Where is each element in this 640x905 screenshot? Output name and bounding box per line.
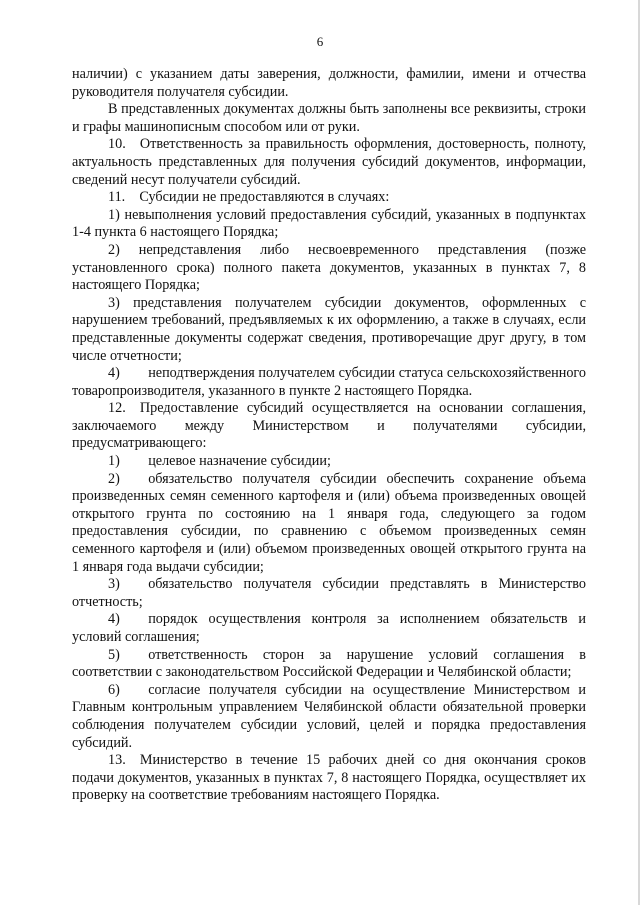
paragraph-item-12-4: 4) порядок осуществления контроля за исполнением обязательств и условий соглашения;: [72, 611, 586, 645]
paragraph-item-12-1: 1) целевое назначение субсидии;: [108, 453, 331, 470]
paragraph-item-11-1: 1) невыполнения условий предоставления субсидий, указанных в подпунктах 1-4 пункта 6 настоящего Порядка;: [72, 206, 586, 241]
paragraph-requisites: В представленных документах должны быть заполнены все реквизиты, строки и графы машинописным способом или от руки.: [72, 101, 586, 135]
paragraph-continuation: наличии) с указанием даты заверения, должности, фамилии, имени и отчества руководителя получателя субсидии.: [72, 66, 586, 100]
paragraph-item-11-2: 2) непредставления либо несвоевременного представления (позже установленного срока) полного пакета документов, указанных в пунктах 7, 8 настоящего Порядка;: [72, 241, 586, 294]
paragraph-item-10: 10. Ответственность за правильность оформления, достоверность, полноту, актуальность представленных для получения субсидий документов, информации, сведений несут получатели субсидий.: [72, 136, 586, 188]
paragraph-item-11-4: 4) неподтверждения получателем субсидии статуса сельскохозяйственного товаропроизводителя, указанного в пункте 2 настоящего Порядка.: [72, 365, 586, 399]
paragraph-item-12-5: 5) ответственность сторон за нарушение условий соглашения в соответствии с законодательством Российской Федерации и Челябинской области;: [72, 646, 586, 681]
paragraph-item-12-6: 6) согласие получателя субсидии на осуществление Министерством и Главным контрольным управлением Челябинской области обязательной проверки соблюдения получателем субсидии условий, целей и порядка предоставления субсидий.: [72, 681, 586, 751]
paragraph-item-13: 13. Министерство в течение 15 рабочих дней со дня окончания сроков подачи документов, указанных в пунктах 7, 8 настоящего Порядка, осуществляет их проверку на соответствие требованиям настоящего Порядка.: [72, 752, 586, 804]
document-body: [72, 66, 586, 805]
paragraph-item-11-3: 3) представления получателем субсидии документов, оформленных с нарушением требований, предъявляемых к их оформлению, а также в случаях, если представленные документы содержат сведения, противоречащие друг другу, в том числе отчетности;: [72, 294, 586, 364]
paragraph-item-12-2: 2) обязательство получателя субсидии обеспечить сохранение объема произведенных семян семенного картофеля и (или) объема произведенных овощей открытого грунта по состоянию на 1 января года, следующего за годом предоставления субсидии, по сравнению с объемом произведенных семян семенного картофеля и (или) объемом произведенных овощей открытого грунта на 1 января года выдачи субсидии;: [72, 470, 586, 575]
paragraph-item-11: 11. Субсидии не предоставляются в случаях:: [108, 189, 390, 206]
page-number: 6: [316, 34, 324, 49]
paragraph-item-12: 12. Предоставление субсидий осуществляется на основании соглашения, заключаемого между Министерством и получателями субсидии, предусматривающего:: [72, 400, 586, 452]
paragraph-item-12-3: 3) обязательство получателя субсидии представлять в Министерство отчетность;: [72, 576, 586, 610]
